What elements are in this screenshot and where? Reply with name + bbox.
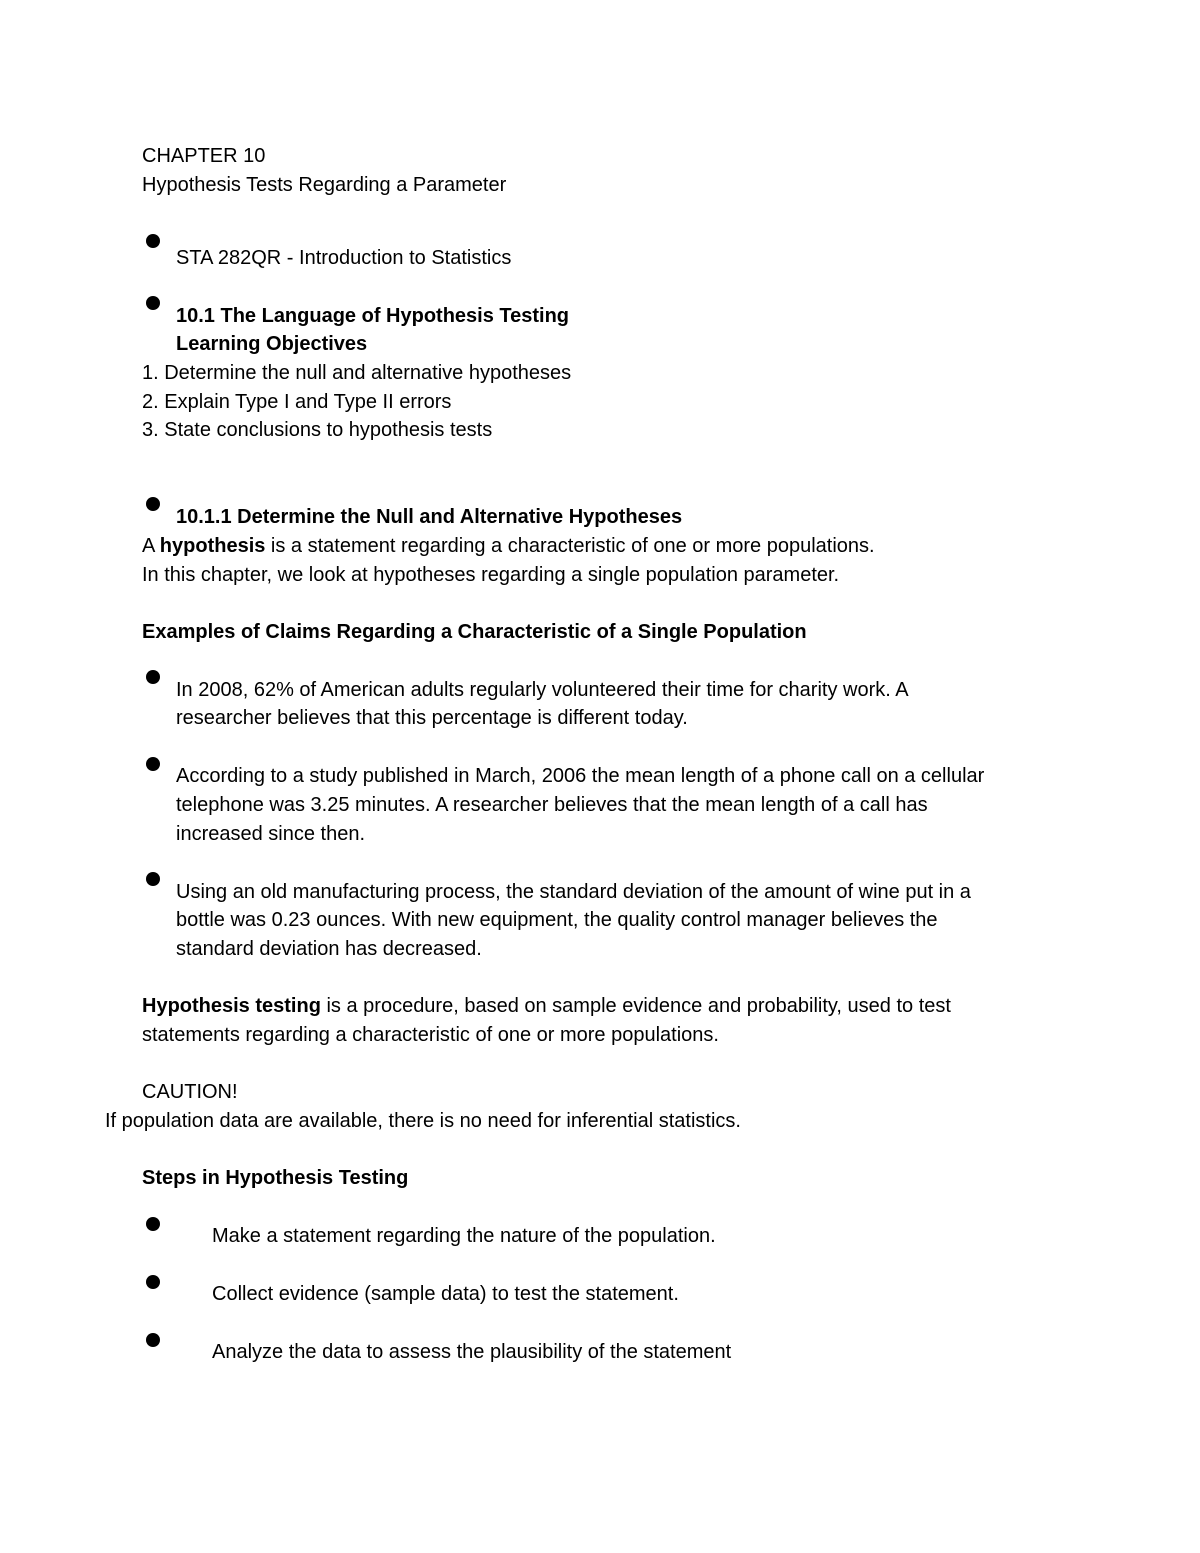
bullet-icon xyxy=(146,1275,160,1289)
step-item: Analyze the data to assess the plausibility of the statement xyxy=(212,1341,732,1363)
objectives-heading: Learning Objectives xyxy=(176,333,368,355)
caution-text: If population data are available, there is no need for inferential statistics. xyxy=(105,1110,741,1132)
objective-item: 2. Explain Type I and Type II errors xyxy=(142,391,452,413)
steps-heading: Steps in Hypothesis Testing xyxy=(142,1167,409,1189)
objective-item: 3. State conclusions to hypothesis tests xyxy=(142,419,493,441)
course-title: STA 282QR - Introduction to Statistics xyxy=(176,247,512,269)
hypothesis-definition: A hypothesis is a statement regarding a characteristic of one or more populations. xyxy=(142,535,875,557)
hypothesis-term: hypothesis xyxy=(159,535,266,557)
bullet-icon xyxy=(146,296,160,310)
bullet-icon xyxy=(146,757,160,771)
section-heading-10-1-1: 10.1.1 Determine the Null and Alternative Hypotheses xyxy=(176,506,683,528)
example-line: Using an old manufacturing process, the standard deviation of the amount of wine put in a xyxy=(176,881,971,903)
example-line: According to a study published in March, 2006 the mean length of a phone call on a cellular xyxy=(176,765,985,787)
hypothesis-testing-definition: Hypothesis testing is a procedure, based on sample evidence and probability, used to test xyxy=(142,995,951,1017)
example-line: In 2008, 62% of American adults regularly volunteered their time for charity work. A xyxy=(176,679,909,701)
bullet-icon xyxy=(146,234,160,248)
bullet-icon xyxy=(146,497,160,511)
examples-heading: Examples of Claims Regarding a Characteristic of a Single Population xyxy=(142,621,807,643)
chapter-note: In this chapter, we look at hypotheses regarding a single population parameter. xyxy=(142,564,840,586)
section-heading-10-1: 10.1 The Language of Hypothesis Testing xyxy=(176,305,570,327)
step-item: Make a statement regarding the nature of the population. xyxy=(212,1225,716,1247)
example-line: increased since then. xyxy=(176,823,366,845)
step-item: Collect evidence (sample data) to test the statement. xyxy=(212,1283,679,1305)
bullet-icon xyxy=(146,1217,160,1231)
bullet-icon xyxy=(146,670,160,684)
example-line: researcher believes that this percentage is different today. xyxy=(176,707,688,729)
example-line: bottle was 0.23 ounces. With new equipment, the quality control manager believes the xyxy=(176,909,938,931)
caution-label: CAUTION! xyxy=(142,1081,238,1103)
hypothesis-testing-definition-cont: statements regarding a characteristic of one or more populations. xyxy=(142,1024,719,1046)
example-line: telephone was 3.25 minutes. A researcher believes that the mean length of a call has xyxy=(176,794,928,816)
example-line: standard deviation has decreased. xyxy=(176,938,482,960)
bullet-icon xyxy=(146,1333,160,1347)
objective-item: 1. Determine the null and alternative hypotheses xyxy=(142,362,572,384)
bullet-icon xyxy=(146,872,160,886)
chapter-label: CHAPTER 10 xyxy=(142,145,266,167)
hypothesis-testing-term: Hypothesis testing xyxy=(142,995,321,1017)
chapter-title: Hypothesis Tests Regarding a Parameter xyxy=(142,174,507,196)
